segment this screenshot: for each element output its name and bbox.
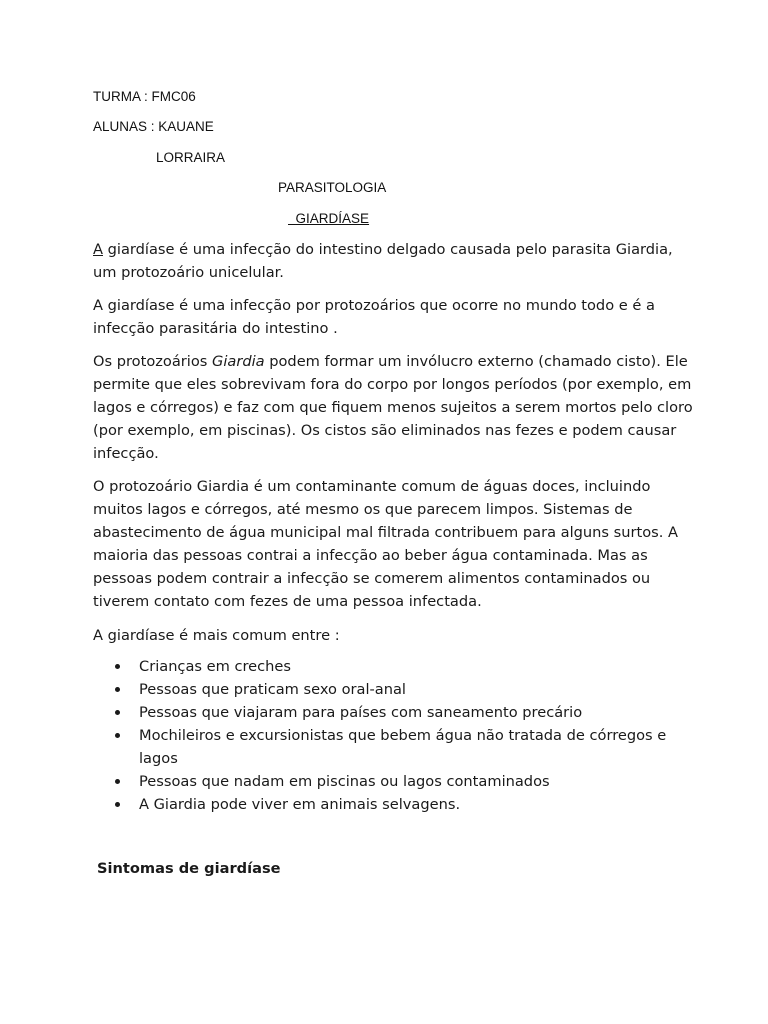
subject-title: PARASITOLOGIA [278,180,387,195]
paragraph-cyst [93,350,693,465]
paragraph-worldwide: A giardíase é uma infecção por protozoários que ocorre no mundo todo e é a infecção parasitária do intestino . [93,297,655,337]
list-item [93,655,693,678]
bullet-icon [115,687,120,692]
list-item [93,793,693,816]
list-item-text: Pessoas que viajaram para países com saneamento precário [139,704,583,721]
topic-title: GIARDÍASE [295,211,370,226]
cyst-start: Os protozoários [93,353,213,370]
bullet-icon [115,664,120,669]
paragraph-transmission: O protozoário Giardia é um contaminante comum de águas doces, incluindo muitos lagos e córregos, até mesmo os que parecem limpos. Sistemas de abastecimento de água municipal mal filtrada contribuem para alguns surtos. A maioria das pessoas contrai a infecção ao beber água contaminada. Mas as pessoas podem contrair a infecção se comerem alimentos contaminados ou tiverem contato com fezes de uma pessoa infectada. [93,478,679,610]
giardia-italic: Giardia [212,353,265,370]
list-item [93,701,693,724]
list-item-text: Mochileiros e excursionistas que bebem água não tratada de córregos e lagos [139,727,667,767]
bullet-icon [115,779,120,784]
students-label: ALUNAS : KAUANE [93,119,214,134]
class-label: TURMA : FMC06 [93,89,196,104]
paragraph-risk-groups: A giardíase é mais comum entre : [93,627,340,644]
student-name: LORRAIRA [156,150,226,165]
cyst-rest: podem formar um invólucro externo (chamado cisto). Ele permite que eles sobrevivam fora do corpo por longos períodos (por exemplo, em lagos e córregos) e faz com que fiquem menos sujeitos a serem mortos pelo cloro (por exemplo, em piscinas). Os cistos são eliminados nas fezes e podem causar infecção. [93,353,693,462]
section-heading: Sintomas de giardíase [97,860,281,877]
list-item [93,724,693,770]
paragraph-intro [93,238,693,284]
list-item-text: Pessoas que nadam em piscinas ou lagos contaminados [139,773,550,790]
bullet-icon [115,802,120,807]
list-item-text: A Giardia pode viver em animais selvagens. [139,796,461,813]
intro-rest: giardíase é uma infecção do intestino delgado causada pelo parasita Giardia, um protozoário unicelular. [93,241,673,281]
list-item-text: Pessoas que praticam sexo oral-anal [139,681,406,698]
list-item [93,678,693,701]
bullet-icon [115,733,120,738]
intro-first-letter: A [93,241,103,258]
bullet-icon [115,710,120,715]
risk-group-list [93,655,693,816]
list-item-text: Crianças em creches [139,658,292,675]
list-item [93,770,693,793]
